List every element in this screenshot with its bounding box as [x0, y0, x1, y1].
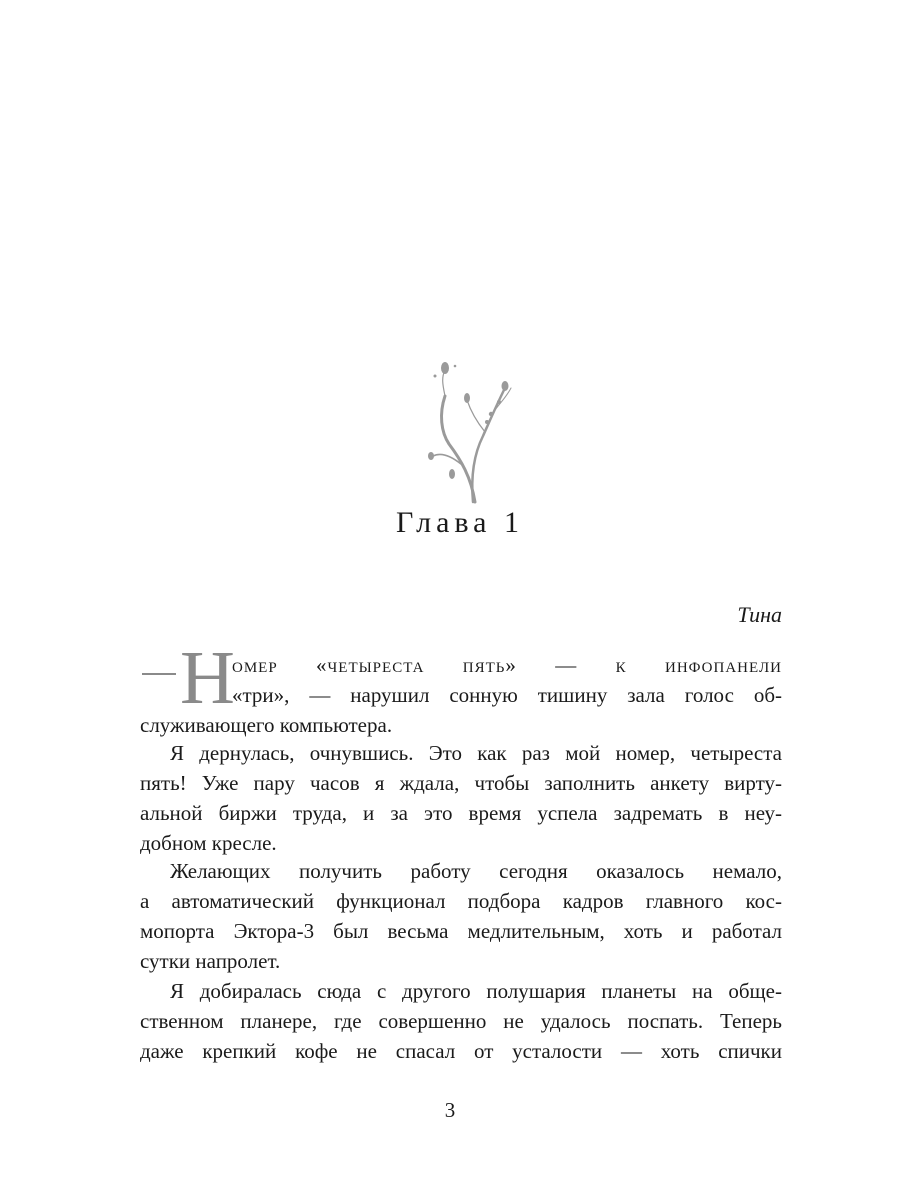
- text-line: добном кресле.: [140, 831, 277, 855]
- chapter-title: Глава 1: [396, 506, 524, 539]
- text-line: омер «четыреста пять» — к инфопанели: [232, 653, 782, 677]
- text-line: альной биржи труда, и за это время успела задремать в неу-: [140, 801, 782, 825]
- text-line: даже крепкий кофе не спасал от усталости — хоть спички: [140, 1039, 782, 1063]
- page-number: 3: [444, 1098, 456, 1122]
- text-line: мопорта Эктора-3 был весьма медлительным, хоть и работал: [140, 919, 782, 943]
- text-line: Я добиралась сюда с другого полушария планеты на обще-: [170, 979, 782, 1003]
- drop-cap-block: [142, 636, 242, 720]
- text-line: Я дернулась, очнувшись. Это как раз мой номер, четыреста: [170, 741, 782, 765]
- flower-sprig-icon: [405, 352, 515, 512]
- text-line: пять! Уже пару часов я ждала, чтобы заполнить анкету вирту-: [140, 771, 782, 795]
- drop-cap: Н: [180, 636, 235, 720]
- dialogue-dash: [142, 673, 176, 675]
- text-line: а автоматический функционал подбора кадров главного кос-: [140, 889, 782, 913]
- text-line: ственном планере, где совершенно не удалось поспать. Теперь: [140, 1009, 782, 1033]
- text-line: Желающих получить работу сегодня оказалось немало,: [170, 859, 782, 883]
- text-line: сутки напролет.: [140, 949, 281, 973]
- text-line: «три», — нарушил сонную тишину зала голос об-: [232, 683, 782, 707]
- text-line: служивающего компьютера.: [140, 713, 393, 737]
- speaker-name: Тина: [737, 602, 782, 627]
